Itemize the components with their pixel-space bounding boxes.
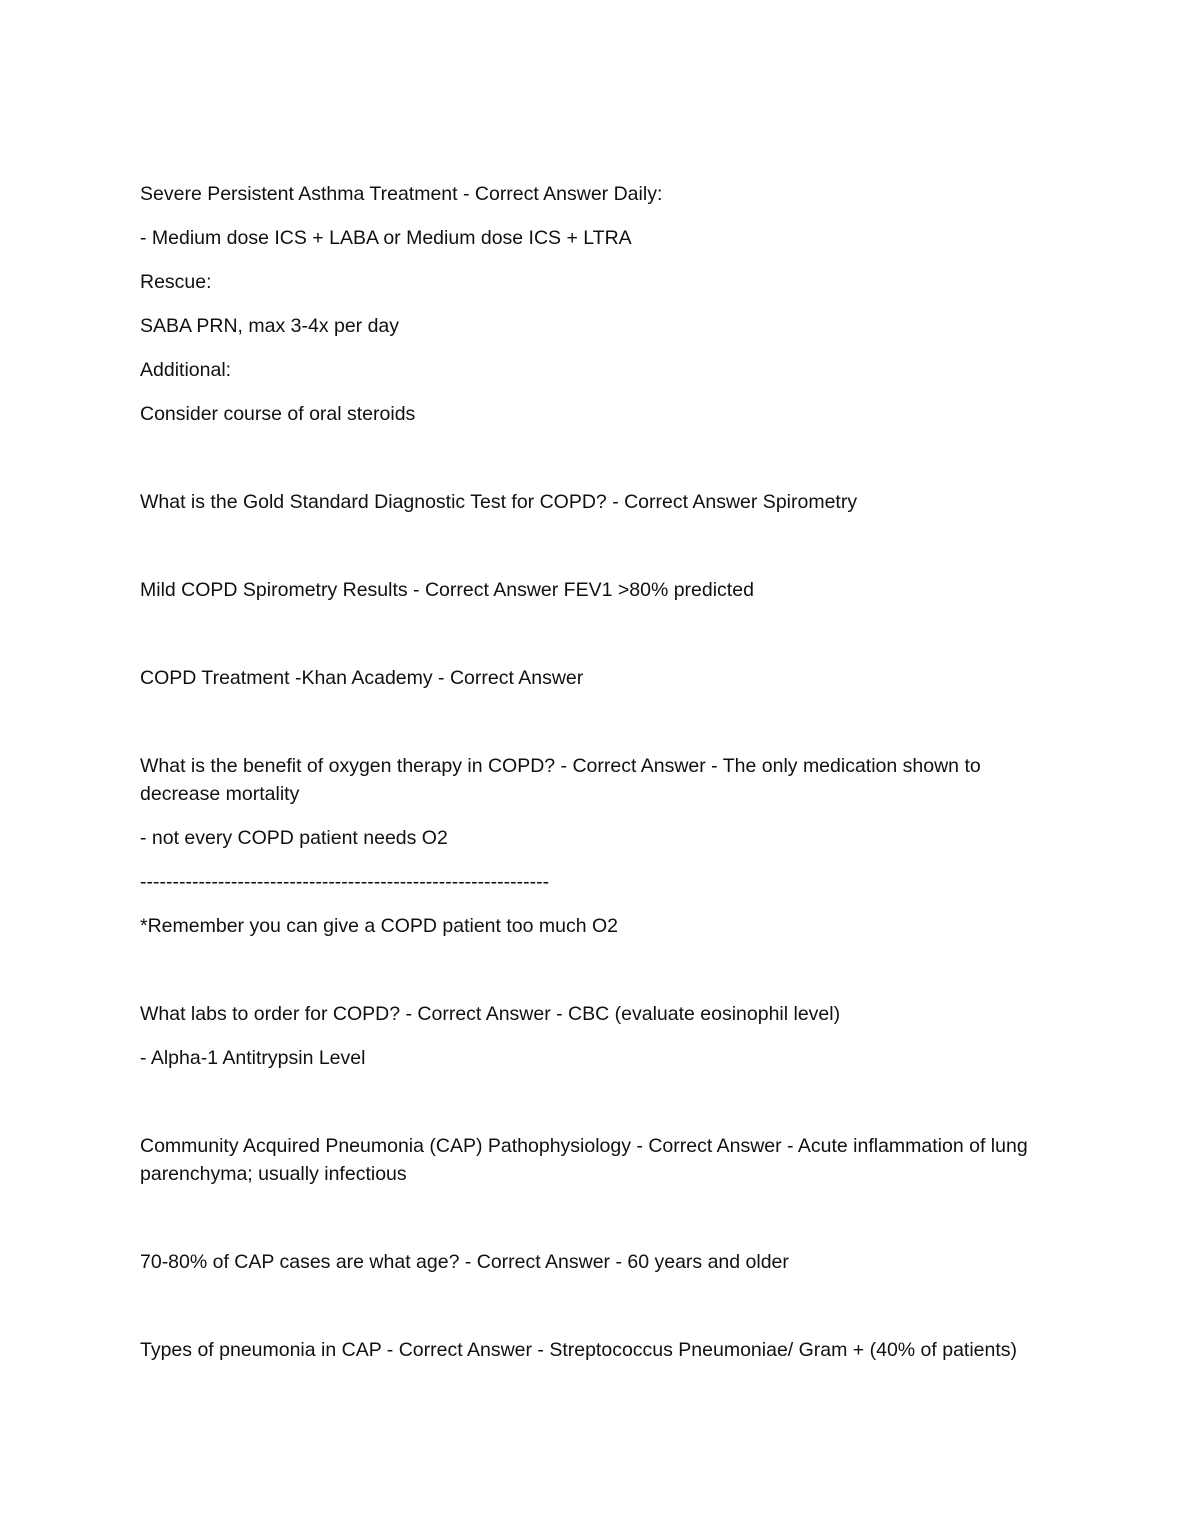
qa-block-mild-copd xyxy=(140,576,1050,604)
text-line: - not every COPD patient needs O2 xyxy=(140,827,448,849)
text-line: - Alpha-1 Antitrypsin Level xyxy=(140,1047,366,1069)
text-line: What labs to order for COPD? - Correct Answer - CBC (evaluate eosinophil level) xyxy=(140,1003,841,1025)
qa-block-cap-types xyxy=(140,1336,1050,1364)
text-line: What is the benefit of oxygen therapy in COPD? - Correct Answer - The only medication shown to decrease mortality xyxy=(140,755,981,805)
text-line: 70-80% of CAP cases are what age? - Correct Answer - 60 years and older xyxy=(140,1251,789,1273)
qa-block-severe-asthma xyxy=(140,180,1050,428)
text-line: Severe Persistent Asthma Treatment - Correct Answer Daily: xyxy=(140,183,663,205)
text-line: What is the Gold Standard Diagnostic Test for COPD? - Correct Answer Spirometry xyxy=(140,491,858,513)
text-line: Consider course of oral steroids xyxy=(140,403,416,425)
text-line: SABA PRN, max 3-4x per day xyxy=(140,315,400,337)
qa-block-gold-standard xyxy=(140,488,1050,516)
text-line: Additional: xyxy=(140,359,232,381)
text-line: Community Acquired Pneumonia (CAP) Pathophysiology - Correct Answer - Acute inflammation of lung parenchyma; usually infectious xyxy=(140,1135,1028,1185)
qa-block-copd-labs xyxy=(140,1000,1050,1072)
divider-text: --------------------------------------------------------------- xyxy=(140,871,550,893)
text-line: Types of pneumonia in CAP - Correct Answer - Streptococcus Pneumoniae/ Gram + (40% of patients) xyxy=(140,1339,1018,1361)
qa-block-copd-treatment xyxy=(140,664,1050,692)
text-line: COPD Treatment -Khan Academy - Correct Answer xyxy=(140,667,584,689)
document-body xyxy=(140,180,1050,1364)
text-line: *Remember you can give a COPD patient too much O2 xyxy=(140,915,618,937)
text-line: - Medium dose ICS + LABA or Medium dose ICS + LTRA xyxy=(140,227,632,249)
text-line: Rescue: xyxy=(140,271,212,293)
qa-block-cap-pathophysiology xyxy=(140,1132,1050,1188)
qa-block-cap-age xyxy=(140,1248,1050,1276)
qa-block-oxygen-therapy xyxy=(140,752,1050,940)
text-line: Mild COPD Spirometry Results - Correct Answer FEV1 >80% predicted xyxy=(140,579,754,601)
